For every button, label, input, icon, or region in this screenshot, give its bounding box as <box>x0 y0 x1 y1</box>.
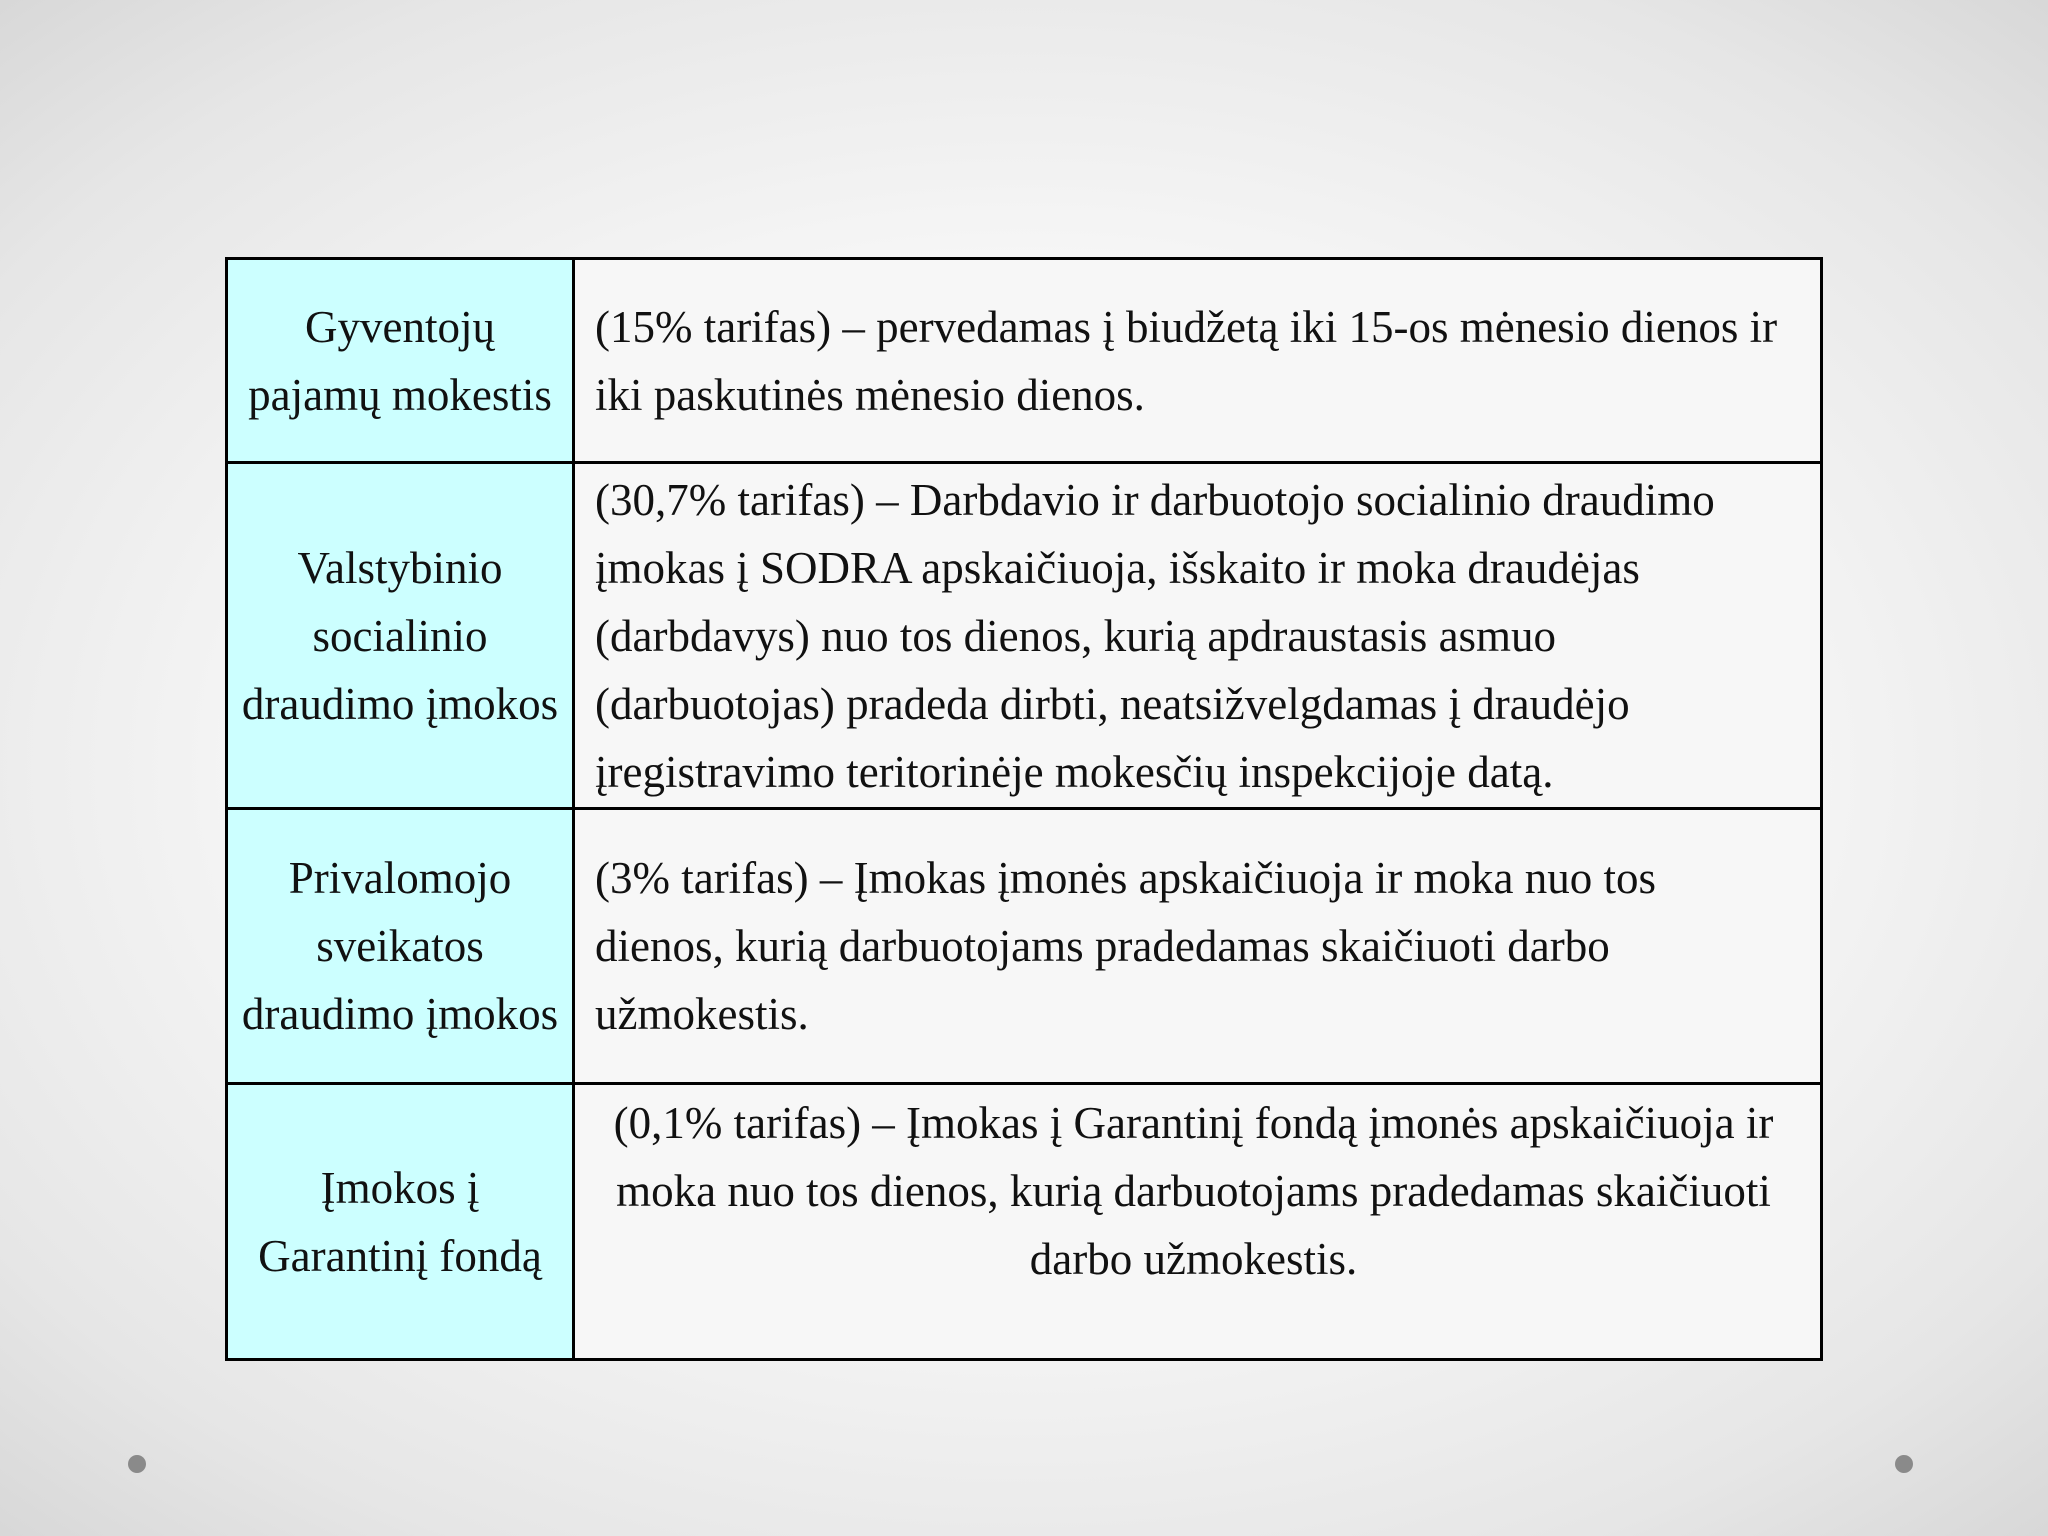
row-label: Valstybinio socialinio draudimo įmokos <box>241 542 559 729</box>
table-row <box>227 809 1822 1084</box>
tax-table <box>225 257 1823 1361</box>
table-row <box>227 1084 1822 1360</box>
row-label-cell <box>227 809 574 1084</box>
row-description: (0,1% tarifas) – Įmokas į Garantinį fondą įmonės apskaičiuoja ir moka nuo tos dienos, kurią darbuotojams pradedamas skaičiuoti darbo užmokestis. <box>613 1098 1774 1284</box>
row-label-cell <box>227 463 574 809</box>
row-description: (15% tarifas) – pervedamas į biudžetą iki 15-os mėnesio dienos ir iki paskutinės mėnesio dienos. <box>595 301 1778 420</box>
row-label: Privalomojo sveikatos draudimo įmokos <box>241 853 559 1039</box>
bullet-dot-right <box>1895 1455 1913 1473</box>
row-label-cell <box>227 1084 574 1360</box>
bullet-dot-left <box>128 1455 146 1473</box>
row-description: (30,7% tarifas) – Darbdavio ir darbuotojo socialinio draudimo įmokas į SODRA apskaičiuoja, išskaito ir moka draudėjas (darbdavys) nuo tos dienos, kurią apdraustasis asmuo (darbuotojas) pradeda dirbti, neatsižvelgdamas į draudėjo įregistravimo teritorinėje mokesčių inspekcijoje datą. <box>595 474 1715 797</box>
row-description-cell <box>574 809 1822 1084</box>
row-description: (3% tarifas) – Įmokas įmonės apskaičiuoja ir moka nuo tos dienos, kurią darbuotojams pradedamas skaičiuoti darbo užmokestis. <box>595 853 1656 1039</box>
row-label: Gyventojų pajamų mokestis <box>248 301 552 420</box>
row-description-cell <box>574 259 1822 463</box>
table-row <box>227 463 1822 809</box>
table-row <box>227 259 1822 463</box>
row-description-cell <box>574 1084 1822 1360</box>
row-label: Įmokos į Garantinį fondą <box>258 1162 542 1281</box>
row-label-cell <box>227 259 574 463</box>
row-description-cell <box>574 463 1822 809</box>
